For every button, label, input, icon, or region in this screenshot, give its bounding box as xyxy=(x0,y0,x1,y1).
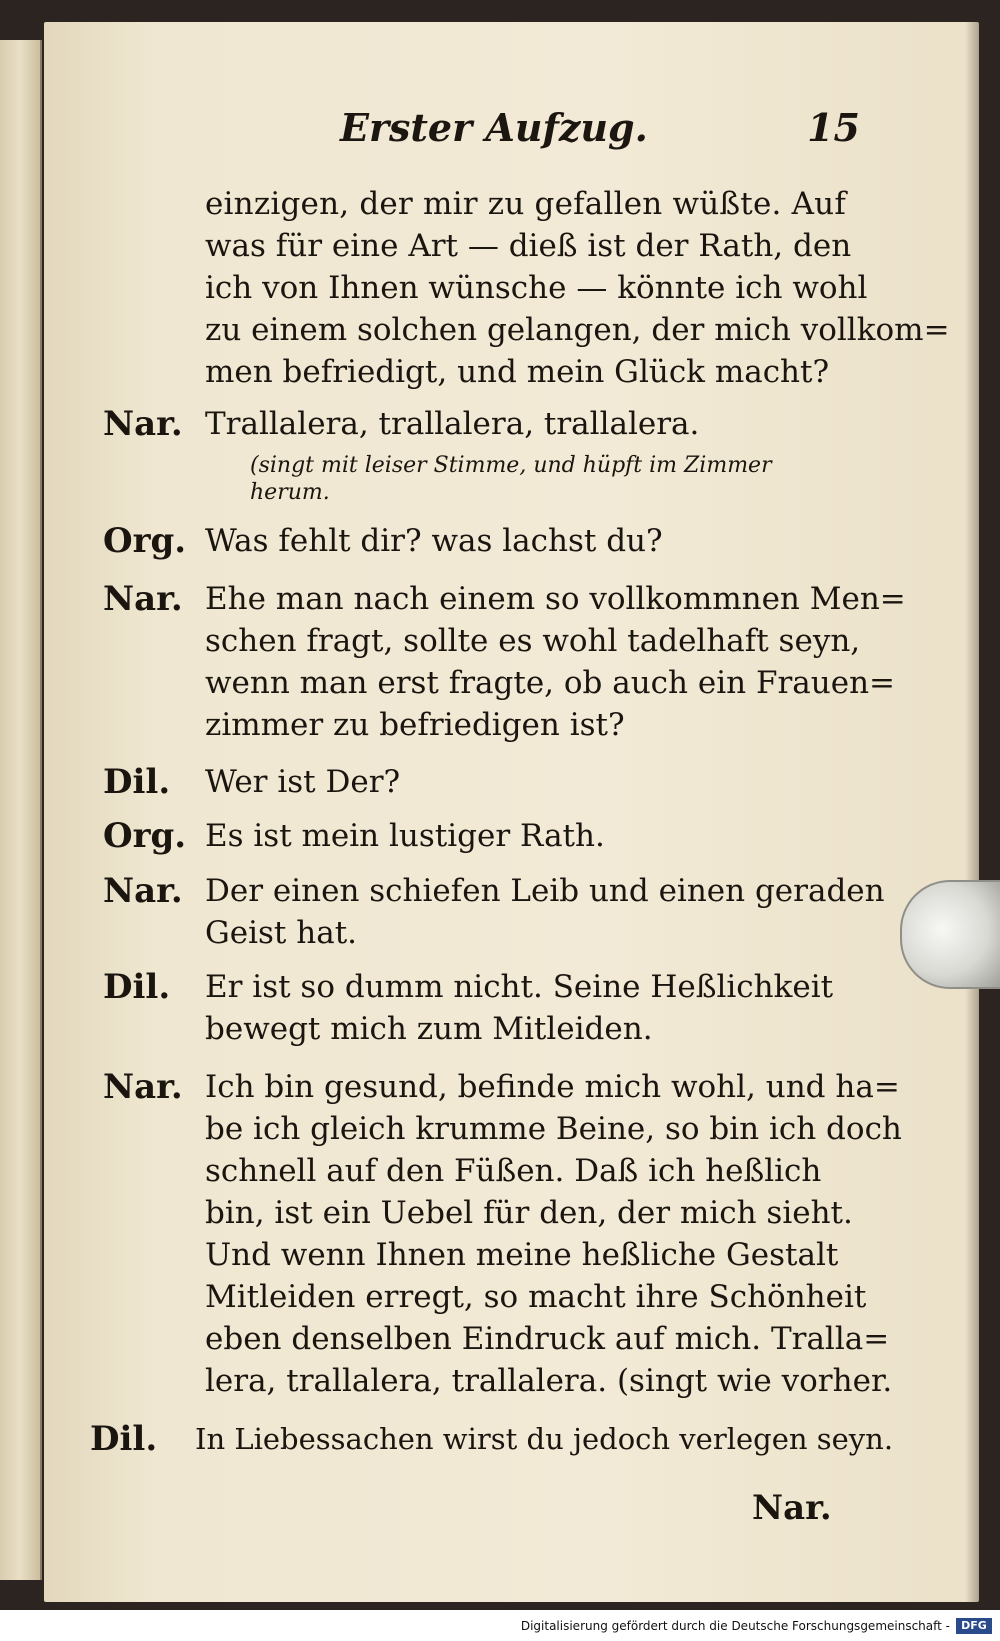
text-line: bin, ist ein Uebel für den, der mich sieht. xyxy=(205,1195,853,1231)
speaker-label: Dil. xyxy=(103,762,171,802)
stage-direction: herum. xyxy=(250,480,330,505)
text-line: Ehe man nach einem so vollkommnen Men= xyxy=(205,581,906,617)
speaker-label: Org. xyxy=(103,521,187,561)
text-line: Und wenn Ihnen meine heßliche Gestalt xyxy=(205,1237,839,1273)
text-line: Es ist mein lustiger Rath. xyxy=(205,818,605,854)
text-line: Wer ist Der? xyxy=(205,764,401,800)
text-line: wenn man erst fragte, ob auch ein Frauen= xyxy=(205,665,896,701)
text-line: Ich bin gesund, befinde mich wohl, und ha= xyxy=(205,1069,900,1105)
text-line: Er ist so dumm nicht. Seine Heßlichkeit xyxy=(205,969,834,1005)
text-line: eben denselben Eindruck auf mich. Tralla= xyxy=(205,1321,890,1357)
text-line: zu einem solchen gelangen, der mich vollkom= xyxy=(205,312,950,348)
text-line: In Liebessachen wirst du jedoch verlegen seyn. xyxy=(195,1422,894,1456)
catchword: Nar. xyxy=(752,1488,832,1528)
speaker-label: Dil. xyxy=(103,967,171,1007)
text-line: be ich gleich krumme Beine, so bin ich doch xyxy=(205,1111,902,1147)
stage-direction: (singt mit leiser Stimme, und hüpft im Zimmer xyxy=(250,453,772,478)
funding-credit: Digitalisierung gefördert durch die Deutsche Forschungsgemeinschaft - xyxy=(520,1619,950,1633)
text-line: was für eine Art — dieß ist der Rath, den xyxy=(205,228,852,264)
text-line: Was fehlt dir? was lachst du? xyxy=(205,523,663,559)
text-line: bewegt mich zum Mitleiden. xyxy=(205,1011,653,1047)
text-line: Der einen schiefen Leib und einen geraden xyxy=(205,873,885,909)
text-line: schnell auf den Füßen. Daß ich heßlich xyxy=(205,1153,822,1189)
digitization-footer xyxy=(0,1616,1000,1641)
text-line: zimmer zu befriedigen ist? xyxy=(205,707,625,743)
text-line: schen fragt, sollte es wohl tadelhaft seyn, xyxy=(205,623,861,659)
speaker-label: Dil. xyxy=(90,1419,158,1459)
speaker-label: Nar. xyxy=(103,1067,183,1107)
dfg-logo: DFG xyxy=(956,1618,992,1634)
running-title: Erster Aufzug. xyxy=(340,105,648,150)
text-line: Trallalera, trallalera, trallalera. xyxy=(205,406,700,442)
speaker-label: Nar. xyxy=(103,871,183,911)
page-number: 15 xyxy=(807,105,860,150)
text-line: men befriedigt, und mein Glück macht? xyxy=(205,354,830,390)
text-line: einzigen, der mir zu gefallen wüßte. Auf xyxy=(205,186,847,222)
text-line: ich von Ihnen wünsche — könnte ich wohl xyxy=(205,270,868,306)
text-line: lera, trallalera, trallalera. (singt wie vorher. xyxy=(205,1363,893,1399)
text-line: Mitleiden erregt, so macht ihre Schönheit xyxy=(205,1279,867,1315)
text-line: Geist hat. xyxy=(205,915,358,951)
speaker-label: Nar. xyxy=(103,404,183,444)
speaker-label: Org. xyxy=(103,816,187,856)
speaker-label: Nar. xyxy=(103,579,183,619)
